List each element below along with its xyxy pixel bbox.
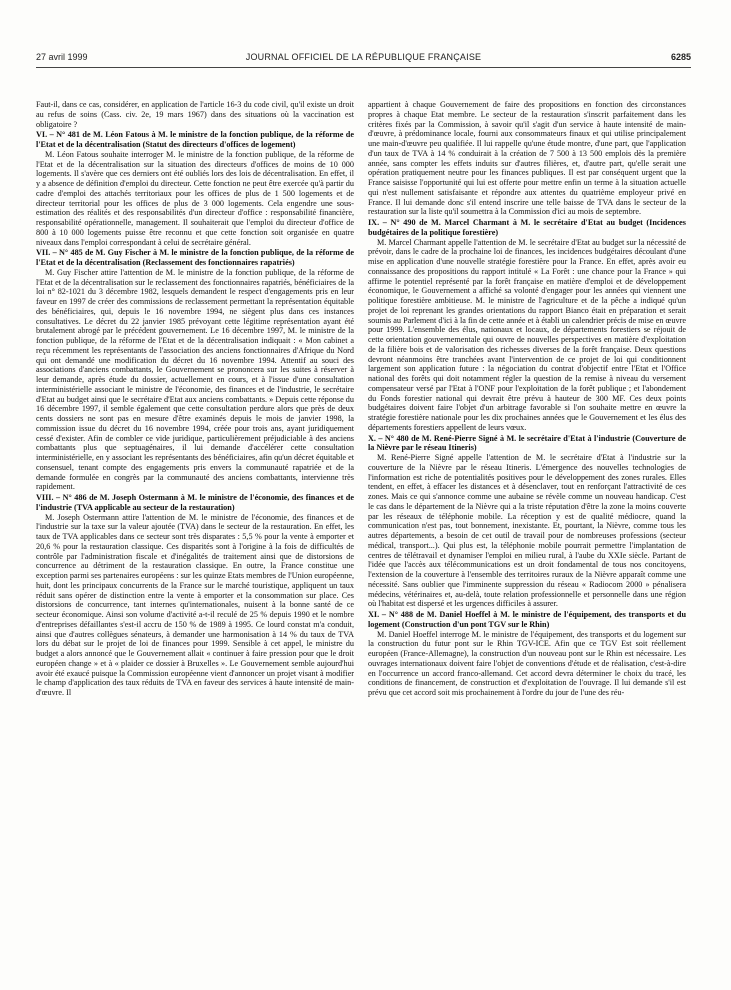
question-488-title: XI. – N° 488 de M. Daniel Hoeffel à M. le ministre de l'équipement, des transports et du logement (Construction d'un pont TGV sur le Rhin) — [368, 610, 686, 629]
question-490-title: IX. – N° 490 de M. Marcel Charmant à M. le secrétaire d'Etat au budget (Incidences budgétaires de la politique forestière) — [368, 218, 686, 237]
question-480-body: M. René-Pierre Signé appelle l'attention de M. le secrétaire d'Etat à l'industrie sur la couverture de la Nièvre par le réseau Itineris. L'émergence des nouvelles technologies de l'information est riche de potentialités positives pour le développement des zones rurales. Elles tendent, en effet, à effacer les distances et à désenclaver, tout en renforçant l'attractivité de ces zones. Mais ce qui s'annonce comme une aubaine se révèle comme un nouveau handicap. C'est le cas dans le département de la Nièvre qui a la triste réputation d'être la zone la moins couverte par les réseaux de téléphonie mobile. La réception y est de qualité médiocre, quand la communication n'est pas, tout bonnement, inexistante. Et, pourtant, la Nièvre, comme tous les autres départements, a besoin de cet outil de travail pour de nombreuses professions (secteur médical, transport...). Qui plus est, la téléphonie mobile pourrait permettre l'implantation de centres de télétravail et dynamiser l'emploi en milieu rural, à l'aube du XXIe siècle. Partant de l'idée que l'accès aux télécommunications est un droit fondamental de tous nos concitoyens, l'extension de la couverture à l'ensemble des territoires ruraux de la Nièvre apparaît comme une nécessité. Sans oublier que l'imminente suppression du réseau « Radiocom 2000 » pénalisera médecins, vétérinaires et, au-delà, toute relation professionnelle et personnelle dans une région où l'habitat est dispersé et les urgences difficiles à assurer. — [368, 453, 686, 609]
question-486-body: M. Joseph Ostermann attire l'attention de M. le ministre de l'économie, des finances et de l'industrie sur la taxe sur la valeur ajoutée (TVA) dans le secteur de la restauration. En effet, les taux de TVA applicables dans ce secteur sont très disparates : 5,5 % pour la vente à emporter et 20,6 % pour la restauration classique. Ces disparités sont à l'origine à la fois de difficultés de contrôle par l'administration fiscale et d'inégalités de traitement ainsi que de distorsions de concurrence au détriment de la restauration classique. En outre, la France constitue une exception parmi ses partenaires européens : sur les quinze Etats membres de l'Union européenne, huit, dont les principaux concurrents de la France sur le marché touristique, appliquent un taux réduit sans opérer de distinction entre la vente à emporter et la consommation sur place. Ces distorsions de concurrence, tant internes qu'internationales, nuisent à la bonne santé de ce secteur économique. Ainsi son volume d'activité a-t-il reculé de 25 % depuis 1990 et le nombre d'entreprises défaillantes s'est-il accru de 150 % de 1989 à 1995. Ce lourd constat m'a conduit, ainsi que d'autres collègues sénateurs, à demander une harmonisation à 14 % du taux de TVA lors du débat sur le projet de loi de finances pour 1999. Sensible à cet appel, le ministre du budget a alors annoncé que le Gouvernement allait « continuer à faire pression pour que le droit européen change » et à « plaider ce dossier à Bruxelles ». Le Gouvernement semble aujourd'hui avoir été exaucé puisque la Commission européenne vient d'annoncer un projet visant à modifier le champ d'application des taux réduits de TVA en faveur des services à haute intensité de main-d'œuvre. Il — [36, 512, 354, 697]
page-number: 6285 — [670, 52, 691, 62]
right-column — [368, 100, 686, 698]
question-486-continuation: appartient à chaque Gouvernement de faire des propositions en fonction des circonstances propres à chaque Etat membre. Le secteur de la restauration s'inscrit parfaitement dans les critères fixés par la Commission, à savoir qu'il s'agit d'un service à haute intensité de main-d'œuvre, à prédominance locale, fourni aux consommateurs finaux et qui utilise principalement une main-d'œuvre peu qualifiée. Il lui rappelle qu'une étude montre, d'une part, que l'application d'un taux de TVA à 14 % conduirait à la création de 7 500 à 13 500 emplois dès la première année, sans compter les effets induits sur d'autres filières, et, d'autre part, qu'elle serait une opération pratiquement neutre pour les finances publiques. Il est par conséquent urgent que la France saisisse l'opportunité qui lui est offerte pour mettre enfin un terme à la situation actuelle qui n'est nullement satisfaisante et répondre aux attentes du quatrième employeur privé en France. Il lui demande donc s'il entend inscrire une telle baisse de TVA dans le secteur de la restauration sur la liste qu'il soumettra à la Commission d'ici au mois de septembre. — [368, 100, 686, 217]
question-490-body: M. Marcel Charmant appelle l'attention de M. le secrétaire d'Etat au budget sur la nécessité de prévoir, dans le cadre de la prochaine loi de finances, les incidences budgétaires découlant d'une mise en application d'une nouvelle stratégie forestière pour la France. En effet, après avoir eu connaissance des propositions du rapport intitulé « La Forêt : une chance pour la France » qui affirme le potentiel représenté par la forêt française en matière d'emploi et de développement économique, le Gouvernement a affiché sa volonté d'engager pour les années qui viennent une politique forestière ambitieuse. M. le ministre de l'agriculture et de la pêche a indiqué qu'un projet de loi reprenant les grandes orientations du rapport Bianco était en préparation et serait soumis au Parlement d'ici à la fin de cette année et à établi un calendrier précis de mise en œuvre pour 1999. L'ensemble des élus, nationaux et locaux, de départements forestiers se réjouit de cette orientation gouvernementale qui ouvre de nouvelles perspectives en matière d'exploitation de la filière bois et de valorisation des richesses diverses de la forêt française. Deux questions devront néanmoins être tranchées avant l'intervention de ce projet de loi qui conditionnent largement son application future : la négociation du contrat d'objectif entre l'Etat et l'Office national des forêts qui doit notamment régler la question de la remise à niveau du versement compensateur versé par l'Etat à l'ONF pour l'exploitation de la forêt publique ; et l'abondement du Fonds forestier national qui devrait être prévu à hauteur de 300 MF. Ces deux points budgétaires doivent faire l'objet d'un arbitrage favorable si l'on souhaite mettre en œuvre la stratégie forestière nationale pour les dix prochaines années que le Gouvernement et les élus des départements forestiers appellent de leurs vœux. — [368, 237, 686, 432]
question-485-body: M. Guy Fischer attire l'attention de M. le ministre de la fonction publique, de la réforme de l'Etat et de la décentralisation sur le reclassement des fonctionnaires rapatriés, bénéficiaires de la loi n° 82-1021 du 3 décembre 1982, lesquels demandent le respect d'engagements pris en leur faveur en 1997 de créer des commissions de reclassement permettant la représentation équitable des bénéficiaires, qui, depuis le 16 novembre 1994, ne siègent plus dans ces instances consultatives. Le décret du 22 janvier 1985 prévoyant cette légitime représentation ayant été brutalement abrogé par le précédent gouvernement. Le 16 décembre 1997, M. le ministre de la fonction publique, de la réforme de l'Etat et de la décentralisation indiquait : « Mon cabinet a reçu récemment les représentants de l'association des anciens fonctionnaires d'Afrique du Nord qui ont demandé une modification du décret du 16 novembre 1994. Attentif au souci des associations d'anciens combattants, le Gouvernement se prononcera sur les suites à réserver à leur demande, après étude du dossier, actuellement en cours, et à l'issue d'une consultation interministérielle associant le ministre de l'économie, des finances et de l'industrie, le secrétaire d'Etat au budget ainsi que le secrétaire d'Etat aux anciens combattants. » Depuis cette réponse du 16 décembre 1997, il semble également que cette consultation perdure alors que près de deux cents dossiers ne sont pas en mesure d'être examinés depuis le mois de janvier 1998, la commission issue du décret du 16 novembre 1994, créée pour trois ans, ayant juridiquement cessé d'exister. Afin de combler ce vide juridique, particulièrement préjudiciable à des anciens combattants plus que septuagénaires, il lui demande d'accélérer cette consultation interministérielle, en y associant les représentants des bénéficiaires, afin qu'un décret équitable et consensuel, tenant compte des engagements pris envers la communauté rapatriée et de la demande formulée en congrès par la communauté des anciens combattants, intervienne très rapidement. — [36, 267, 354, 492]
page-header — [36, 52, 691, 66]
header-date: 27 avril 1999 — [36, 52, 88, 62]
header-rule — [36, 67, 691, 68]
question-486-title: VIII. – N° 486 de M. Joseph Ostermann à M. le ministre de l'économie, des finances et de l'industrie (TVA applicable au secteur de la restauration) — [36, 493, 354, 512]
question-480-title: X. – N° 480 de M. René-Pierre Signé à M. le secrétaire d'Etat à l'industrie (Couverture de la Nièvre par le réseau Itineris) — [368, 433, 686, 453]
question-488-body: M. Daniel Hoeffel interroge M. le ministre de l'équipement, des transports et du logement sur la construction du futur pont sur le Rhin TGV-ICE. Afin que ce TGV Est soit réellement européen (France-Allemagne), la construction d'un nouveau pont sur le Rhin est nécessaire. Les ouvrages internationaux doivent faire l'objet de conventions d'étude et de réalisation, c'est-à-dire en l'occurrence un accord franco-allemand. Cet accord devra déterminer le choix du tracé, les conditions de financement, de construction et d'exploitation de l'ouvrage. Il lui demande s'il est prévu que cet accord soit mis prochainement à l'ordre du jour de l'une des réu- — [368, 629, 686, 697]
question-481-body: M. Léon Fatous souhaite interroger M. le ministre de la fonction publique, de la réforme de l'Etat et de la décentralisation sur la situation des directeurs d'offices de moins de 10 000 logements. Il s'avère que ces derniers ont été oubliés lors des lois de décentralisation. En effet, il y a absence de définition d'emploi du directeur. Cette fonction ne peut être exercée qu'à partir du cadre d'emploi des attachés territoriaux pour les offices de plus de 1 500 logements et de directeur territorial pour les offices de plus de 3 000 logements. Cela engendre une sous-estimation des réalités et des responsabilités d'un directeur d'office : responsabilité financière, responsabilité opérationnelle, management. Il souhaiterait que l'emploi du directeur d'office de 800 à 10 000 logements puisse être reconnu et que cette fonction soit organisée en quatre niveaux dans l'emploi correspondant à celui de secrétaire général. — [36, 149, 354, 247]
left-column — [36, 100, 354, 698]
intro-paragraph: Faut-il, dans ce cas, considérer, en application de l'article 16-3 du code civil, qu'il existe un droit au refus de soins (Cass. civ. 2e, 19 mars 1967) dans des situations où la vaccination est obligatoire ? — [36, 100, 354, 129]
question-481-title: VI. – N° 481 de M. Léon Fatous à M. le ministre de la fonction publique, de la réforme de l'Etat et de la décentralisation (Statut des directeurs d'offices de logement) — [36, 130, 354, 149]
question-485-title: VII. – N° 485 de M. Guy Fischer à M. le ministre de la fonction publique, de la réforme de l'Etat et de la décentralisation (Reclassement des fonctionnaires rapatriés) — [36, 248, 354, 267]
journal-title: JOURNAL OFFICIEL DE LA RÉPUBLIQUE FRANÇAISE — [245, 52, 482, 62]
